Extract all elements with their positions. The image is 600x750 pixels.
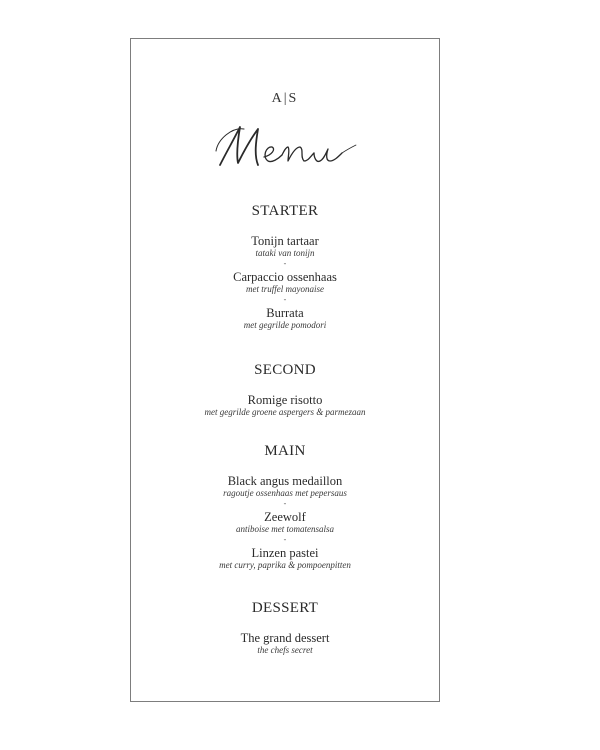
- dish: [131, 546, 439, 570]
- dish: [131, 393, 439, 417]
- section-main: [131, 442, 439, 570]
- dish-description: met curry, paprika & pompoenpitten: [219, 560, 351, 570]
- dish: [131, 306, 439, 330]
- dish-name: Burrata: [266, 306, 304, 320]
- dish: [131, 631, 439, 655]
- dish-name: Romige risotto: [247, 393, 323, 407]
- dish-name: Carpaccio ossenhaas: [233, 270, 337, 284]
- dish-description: antiboise met tomatensalsa: [236, 524, 334, 534]
- section-heading: STARTER: [251, 203, 319, 219]
- dish-description: met gegrilde pomodori: [243, 320, 327, 330]
- menu-script-logo: [210, 113, 360, 175]
- dish: [131, 510, 439, 534]
- dish-separator: -: [283, 499, 287, 508]
- dish-description: the chefs secret: [257, 645, 313, 655]
- dish: [131, 234, 439, 258]
- section-starter: [131, 202, 439, 330]
- menu-card: [130, 38, 440, 702]
- dish-separator: -: [283, 259, 287, 268]
- dish: [131, 474, 439, 498]
- section-heading: MAIN: [264, 443, 306, 459]
- dish-description: met gegrilde groene aspergers & parmezaan: [204, 407, 366, 417]
- dish-name: Zeewolf: [264, 510, 306, 524]
- dish-name: Black angus medaillon: [227, 474, 343, 488]
- dish-name: Tonijn tartaar: [251, 234, 319, 248]
- section-heading: DESSERT: [251, 600, 319, 616]
- monogram: A|S: [271, 91, 299, 106]
- menu-title: [131, 113, 439, 175]
- dish-name: Linzen pastei: [251, 546, 319, 560]
- dish-description: met truffel mayonaise: [246, 284, 324, 294]
- dish: [131, 270, 439, 294]
- section-heading: SECOND: [254, 362, 316, 378]
- dish-separator: -: [283, 535, 287, 544]
- section-dessert: [131, 599, 439, 655]
- dish-description: tataki van tonijn: [255, 248, 315, 258]
- dish-name: The grand dessert: [240, 631, 330, 645]
- dish-separator: -: [283, 295, 287, 304]
- section-second: [131, 361, 439, 417]
- dish-description: ragoutje ossenhaas met pepersaus: [223, 488, 347, 498]
